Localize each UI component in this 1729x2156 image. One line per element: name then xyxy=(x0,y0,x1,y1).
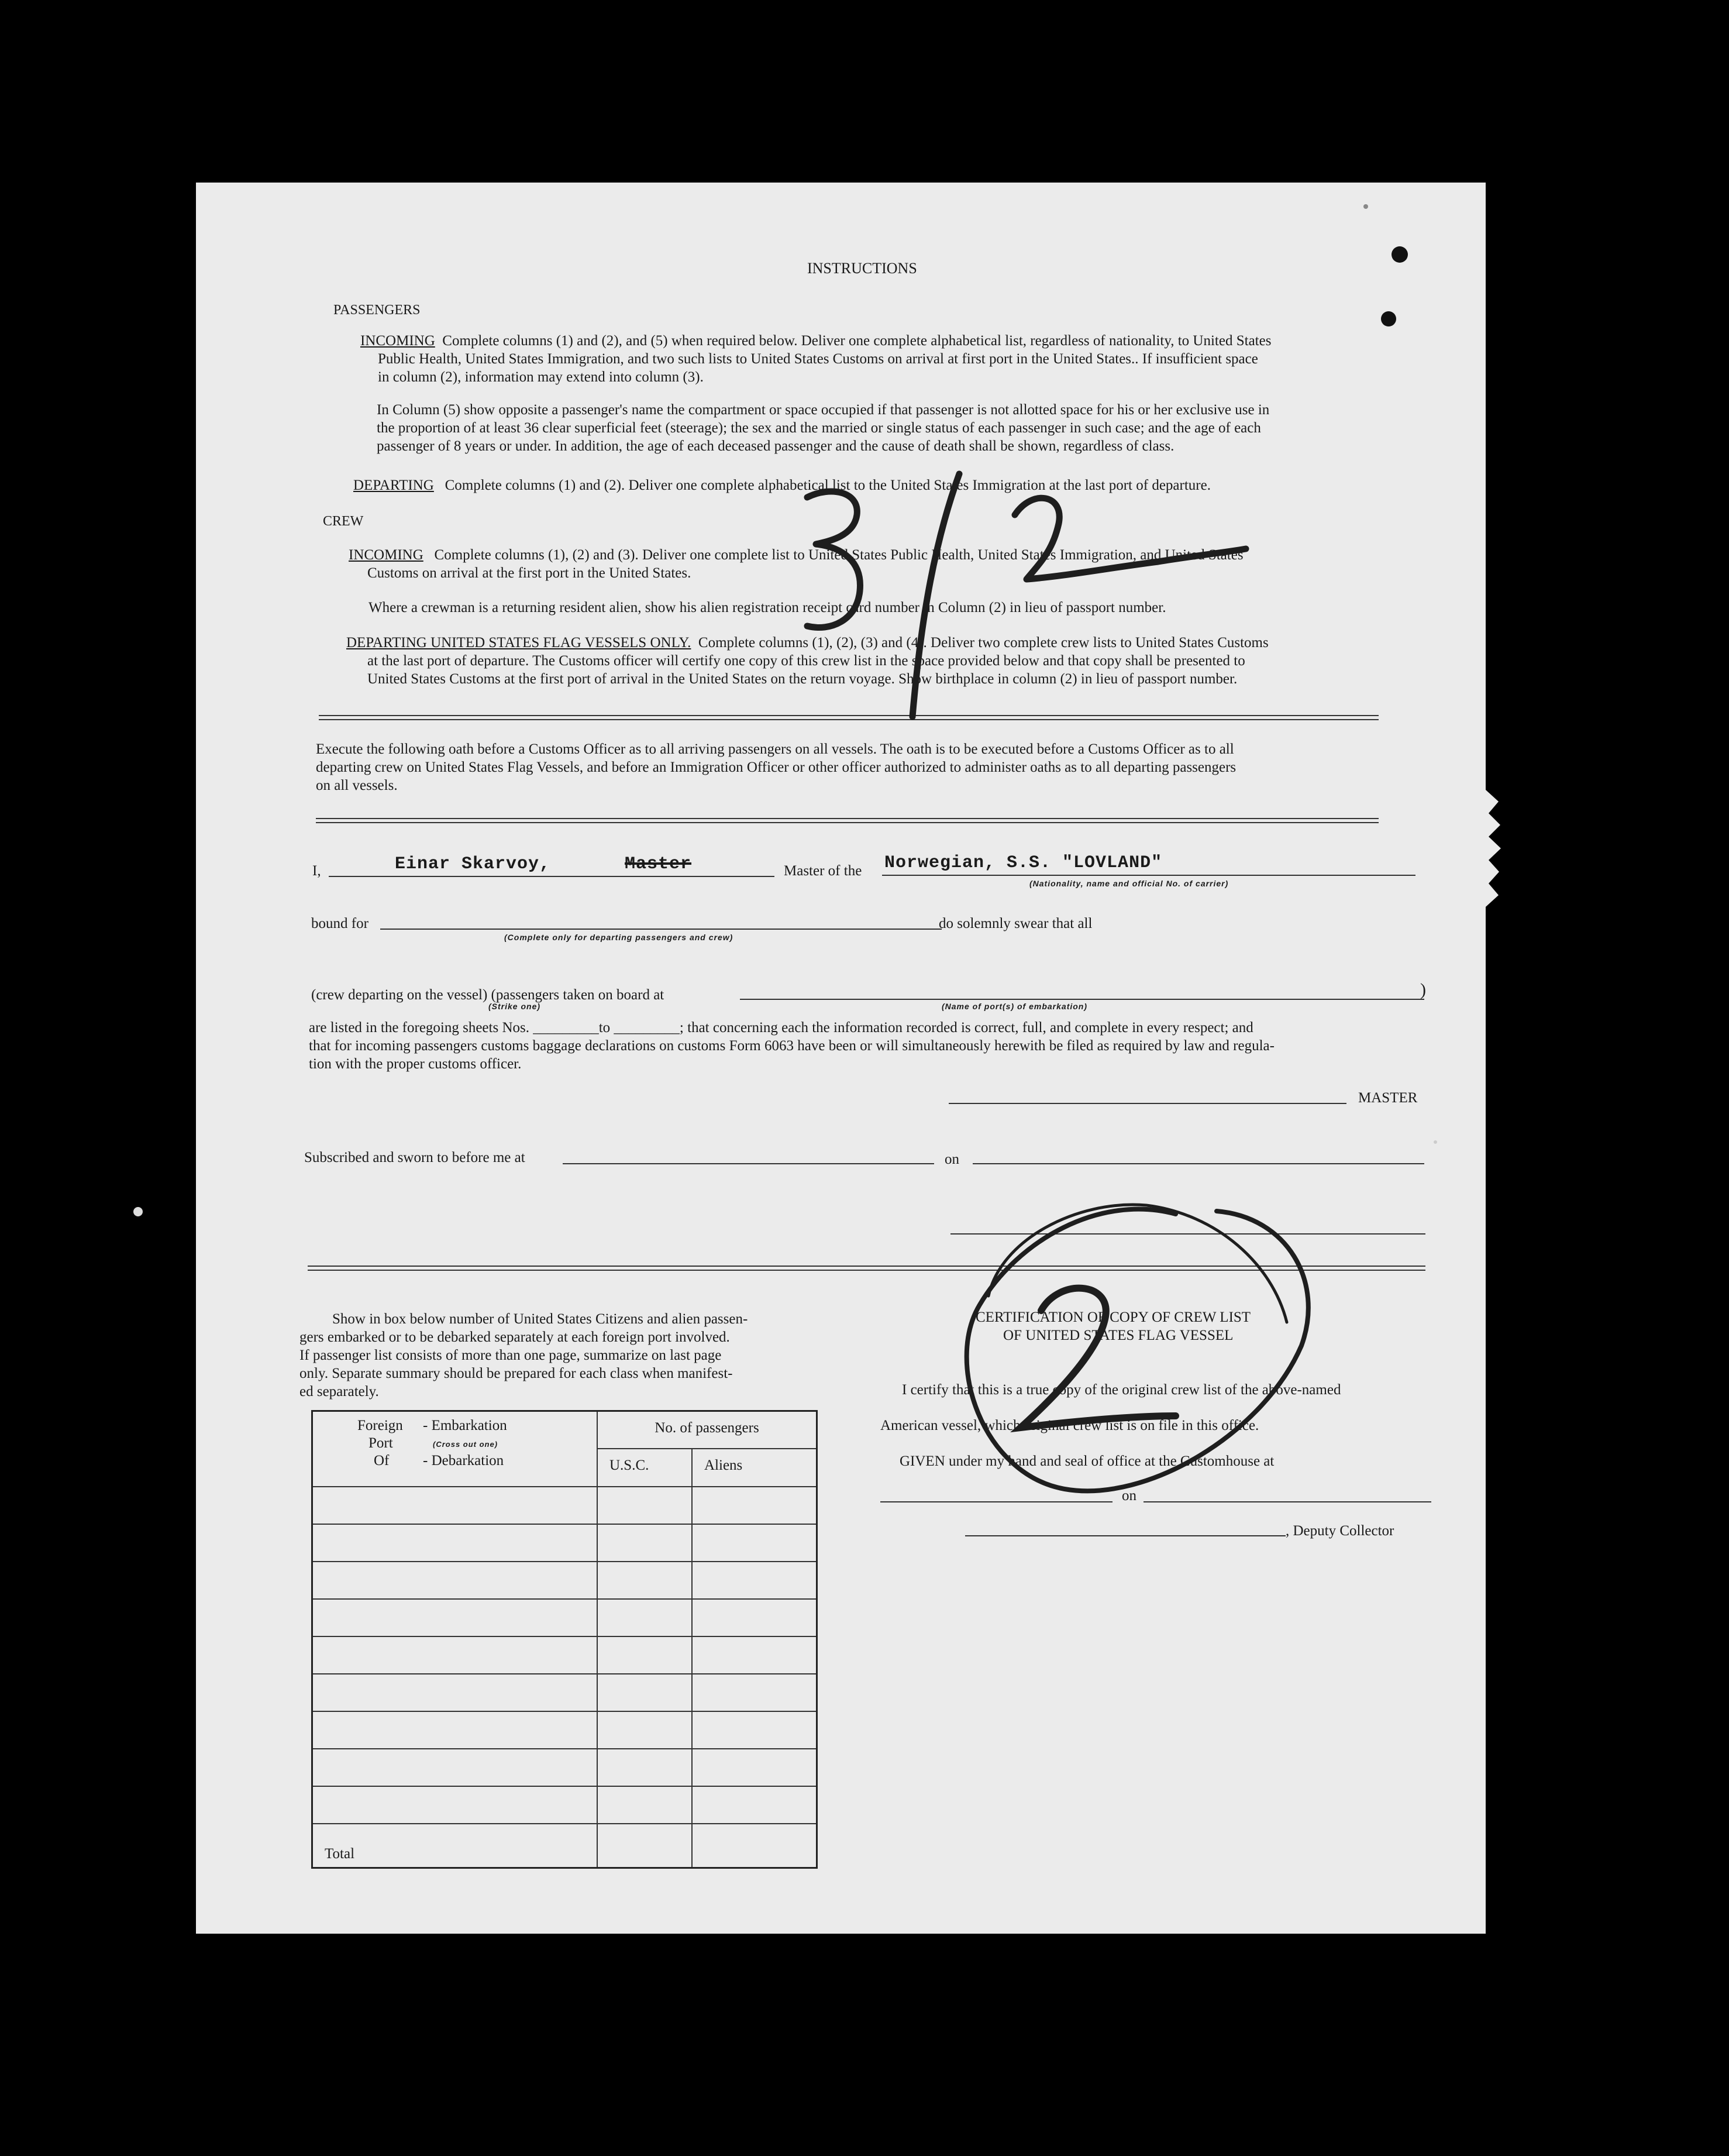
crew-departing-line-1: Complete columns (1), (2), (3) and (4). Deliver two complete crew lists to United States Customs xyxy=(698,635,1269,651)
vessel-caption: (Nationality, name and official No. of carrier) xyxy=(1029,879,1229,888)
foreign-label: Foreign xyxy=(357,1418,403,1433)
port-label: Port xyxy=(368,1435,393,1451)
usc-cell[interactable] xyxy=(597,1562,692,1599)
section-divider xyxy=(308,1266,1425,1271)
certification-title-2: OF UNITED STATES FLAG VESSEL xyxy=(1003,1328,1234,1343)
crew-incoming-label: INCOMING xyxy=(349,547,423,563)
table-row xyxy=(312,1562,817,1599)
torn-edge xyxy=(1486,790,1501,907)
debarkation-label: - Debarkation xyxy=(423,1453,504,1469)
bound-for-field-line[interactable] xyxy=(380,929,942,930)
usc-cell[interactable] xyxy=(597,1786,692,1824)
strike-caption: (Strike one) xyxy=(488,1002,541,1011)
passengers-incoming-line-1: Complete columns (1) and (2), and (5) when required below. Deliver one complete alphabetical list, regardless of nationality, to United States xyxy=(442,333,1272,349)
aliens-cell[interactable] xyxy=(692,1636,817,1674)
table-row xyxy=(312,1524,817,1562)
certification-on-label: on xyxy=(1122,1488,1136,1504)
section-divider xyxy=(319,715,1379,720)
crew-departing-line-2: at the last port of departure. The Customs officer will certify one copy of this crew list in the space provided below and that copy shall be presented to xyxy=(367,653,1245,669)
swear-text: do solemnly swear that all xyxy=(939,916,1093,931)
crew-incoming-line-2: Customs on arrival at the first port in the United States. xyxy=(367,565,691,581)
aliens-cell[interactable] xyxy=(692,1674,817,1711)
summary-line-1: Show in box below number of United States Citizens and alien passen- xyxy=(332,1311,748,1327)
deputy-signature-line[interactable] xyxy=(965,1535,1286,1536)
total-label: Total xyxy=(312,1824,598,1868)
usc-cell[interactable] xyxy=(597,1674,692,1711)
passengers-heading: PASSENGERS xyxy=(333,302,421,318)
port-cell[interactable] xyxy=(312,1711,598,1749)
embarkation-port-caption: (Name of port(s) of embarkation) xyxy=(942,1002,1088,1011)
port-cell[interactable] xyxy=(312,1562,598,1599)
crew-departing-block xyxy=(346,634,1269,652)
close-paren: ) xyxy=(1420,980,1426,999)
port-cell[interactable] xyxy=(312,1786,598,1824)
oath-instructions-line-1: Execute the following oath before a Customs Officer as to all arriving passengers on all vessels. The oath is to be executed before a Customs Officer as to all xyxy=(316,741,1234,757)
port-cell[interactable] xyxy=(312,1636,598,1674)
passengers-incoming-block xyxy=(360,332,1271,350)
certify-line: I certify that this is a true copy of the original crew list of the above-named xyxy=(902,1382,1341,1398)
crew-departing-label: (crew departing on the vessel) (passengers taken on board at xyxy=(311,987,664,1003)
summary-line-5: ed separately. xyxy=(299,1384,379,1399)
master-label: MASTER xyxy=(1358,1090,1418,1106)
aliens-cell[interactable] xyxy=(692,1562,817,1599)
aliens-cell[interactable] xyxy=(692,1487,817,1524)
passengers-incoming-line-3: in column (2), information may extend into column (3). xyxy=(378,369,704,385)
passenger-summary-table xyxy=(311,1410,818,1869)
table-row xyxy=(312,1487,817,1524)
no-of-passengers-header: No. of passengers xyxy=(597,1411,817,1449)
vessel-value: Norwegian, S.S. "LOVLAND" xyxy=(884,853,1163,873)
oath-i-label: I, xyxy=(312,863,321,879)
port-header-cell xyxy=(312,1411,598,1487)
aliens-total-cell[interactable] xyxy=(692,1824,817,1868)
usc-total-cell[interactable] xyxy=(597,1824,692,1868)
port-cell[interactable] xyxy=(312,1524,598,1562)
summary-line-4: only. Separate summary should be prepared for each class when manifest- xyxy=(299,1366,733,1381)
oath-instructions-line-2: departing crew on United States Flag Vessels, and before an Immigration Officer or other officer authorized to administer oaths as to all departing passengers xyxy=(316,759,1237,775)
vessel-field-line[interactable] xyxy=(882,875,1415,876)
port-cell[interactable] xyxy=(312,1674,598,1711)
certification-title-1: CERTIFICATION OF COPY OF CREW LIST xyxy=(976,1309,1251,1325)
column5-line-1: In Column (5) show opposite a passenger's name the compartment or space occupied if that passenger is not allotted space for his or her exclusive use in xyxy=(377,402,1270,418)
american-vessel-line: American vessel, which original crew list is on file in this office. xyxy=(880,1418,1259,1433)
table-row xyxy=(312,1636,817,1674)
deputy-collector-label: , Deputy Collector xyxy=(1286,1523,1394,1539)
passengers-departing-text: Complete columns (1) and (2). Deliver one complete alphabetical list to the United States Immigration at the last port of departure. xyxy=(445,477,1211,493)
summary-line-3: If passenger list consists of more than one page, summarize on last page xyxy=(299,1347,722,1363)
officer-signature-line[interactable] xyxy=(950,1233,1425,1235)
crew-departing-label: DEPARTING UNITED STATES FLAG VESSELS ONLY. xyxy=(346,635,691,651)
usc-cell[interactable] xyxy=(597,1749,692,1786)
port-cell[interactable] xyxy=(312,1487,598,1524)
given-line: GIVEN under my hand and seal of office at the Customhouse at xyxy=(900,1453,1275,1469)
table-row xyxy=(312,1711,817,1749)
sworn-date-field-line[interactable] xyxy=(973,1163,1424,1164)
aliens-cell[interactable] xyxy=(692,1524,817,1562)
passengers-incoming-label: INCOMING xyxy=(360,333,435,349)
bound-for-label: bound for xyxy=(311,916,368,931)
port-cell[interactable] xyxy=(312,1749,598,1786)
usc-header: U.S.C. xyxy=(597,1449,692,1487)
aliens-cell[interactable] xyxy=(692,1786,817,1824)
sheets-line-2: that for incoming passengers customs baggage declarations on customs Form 6063 have been or will simultaneously herewith be filed as required by law and regula- xyxy=(309,1038,1275,1054)
column5-line-3: passenger of 8 years or under. In addition, the age of each deceased passenger and the cause of death shall be shown, regardless of class. xyxy=(377,438,1175,454)
table-row xyxy=(312,1786,817,1824)
of-label: Of xyxy=(374,1453,390,1469)
passengers-incoming-line-2: Public Health, United States Immigration, and two such lists to United States Customs on arrival at first port in the United States.. If insufficient space xyxy=(378,351,1258,367)
crew-incoming-block xyxy=(349,546,1244,564)
cross-out-caption: (Cross out one) xyxy=(433,1440,498,1449)
struck-word: Master xyxy=(625,854,692,874)
crew-heading: CREW xyxy=(323,514,364,529)
aliens-cell[interactable] xyxy=(692,1599,817,1636)
usc-cell[interactable] xyxy=(597,1487,692,1524)
sheets-line-1: are listed in the foregoing sheets Nos. _________to _________; that concerning each the information recorded is correct, full, and complete in every respect; and xyxy=(309,1020,1253,1036)
table-row xyxy=(312,1674,817,1711)
crew-departing-line-3: United States Customs at the first port of arrival in the United States on the return voyage. Show birthplace in column (2) in lieu of passport number. xyxy=(367,671,1238,687)
embarkation-port-field-line[interactable] xyxy=(740,999,1424,1000)
sworn-place-field-line[interactable] xyxy=(563,1163,934,1164)
passengers-departing-block xyxy=(353,476,1211,494)
aliens-cell[interactable] xyxy=(692,1749,817,1786)
aliens-header: Aliens xyxy=(692,1449,817,1487)
port-cell[interactable] xyxy=(312,1599,598,1636)
embarkation-label: - Embarkation xyxy=(423,1418,507,1433)
scan-speck xyxy=(133,1207,143,1216)
crew-incoming-line-1: Complete columns (1), (2) and (3). Deliver one complete list to United States Public Health, United States Immigration, and United States xyxy=(434,547,1244,563)
master-name-value: Einar Skarvoy, xyxy=(395,854,551,874)
usc-cell[interactable] xyxy=(597,1711,692,1749)
passengers-departing-label: DEPARTING xyxy=(353,477,434,493)
oath-instructions-line-3: on all vessels. xyxy=(316,778,398,793)
total-row xyxy=(312,1824,817,1868)
table-row xyxy=(312,1749,817,1786)
usc-cell[interactable] xyxy=(597,1524,692,1562)
master-of-label: Master of the xyxy=(784,863,862,879)
aliens-cell[interactable] xyxy=(692,1711,817,1749)
customhouse-field-line[interactable] xyxy=(880,1501,1113,1502)
sheets-line-3: tion with the proper customs officer. xyxy=(309,1056,522,1072)
table-row xyxy=(312,1599,817,1636)
page-title: INSTRUCTIONS xyxy=(807,260,917,277)
bound-for-caption: (Complete only for departing passengers and crew) xyxy=(504,933,733,942)
section-divider xyxy=(316,818,1379,823)
usc-cell[interactable] xyxy=(597,1599,692,1636)
crew-returning-text: Where a crewman is a returning resident alien, show his alien registration receipt card number in Column (2) in lieu of passport number. xyxy=(368,600,1166,615)
sworn-on-label: on xyxy=(945,1151,959,1167)
usc-cell[interactable] xyxy=(597,1636,692,1674)
master-signature-line[interactable] xyxy=(949,1103,1346,1104)
subscribed-label: Subscribed and sworn to before me at xyxy=(304,1150,525,1165)
column5-line-2: the proportion of at least 36 clear superficial feet (steerage); the sex and the married or single status of each passenger in such case; and the age of each xyxy=(377,420,1261,436)
certification-date-field-line[interactable] xyxy=(1144,1501,1431,1502)
summary-line-2: gers embarked or to be debarked separately at each foreign port involved. xyxy=(299,1329,730,1345)
master-name-field-line[interactable] xyxy=(329,876,774,877)
